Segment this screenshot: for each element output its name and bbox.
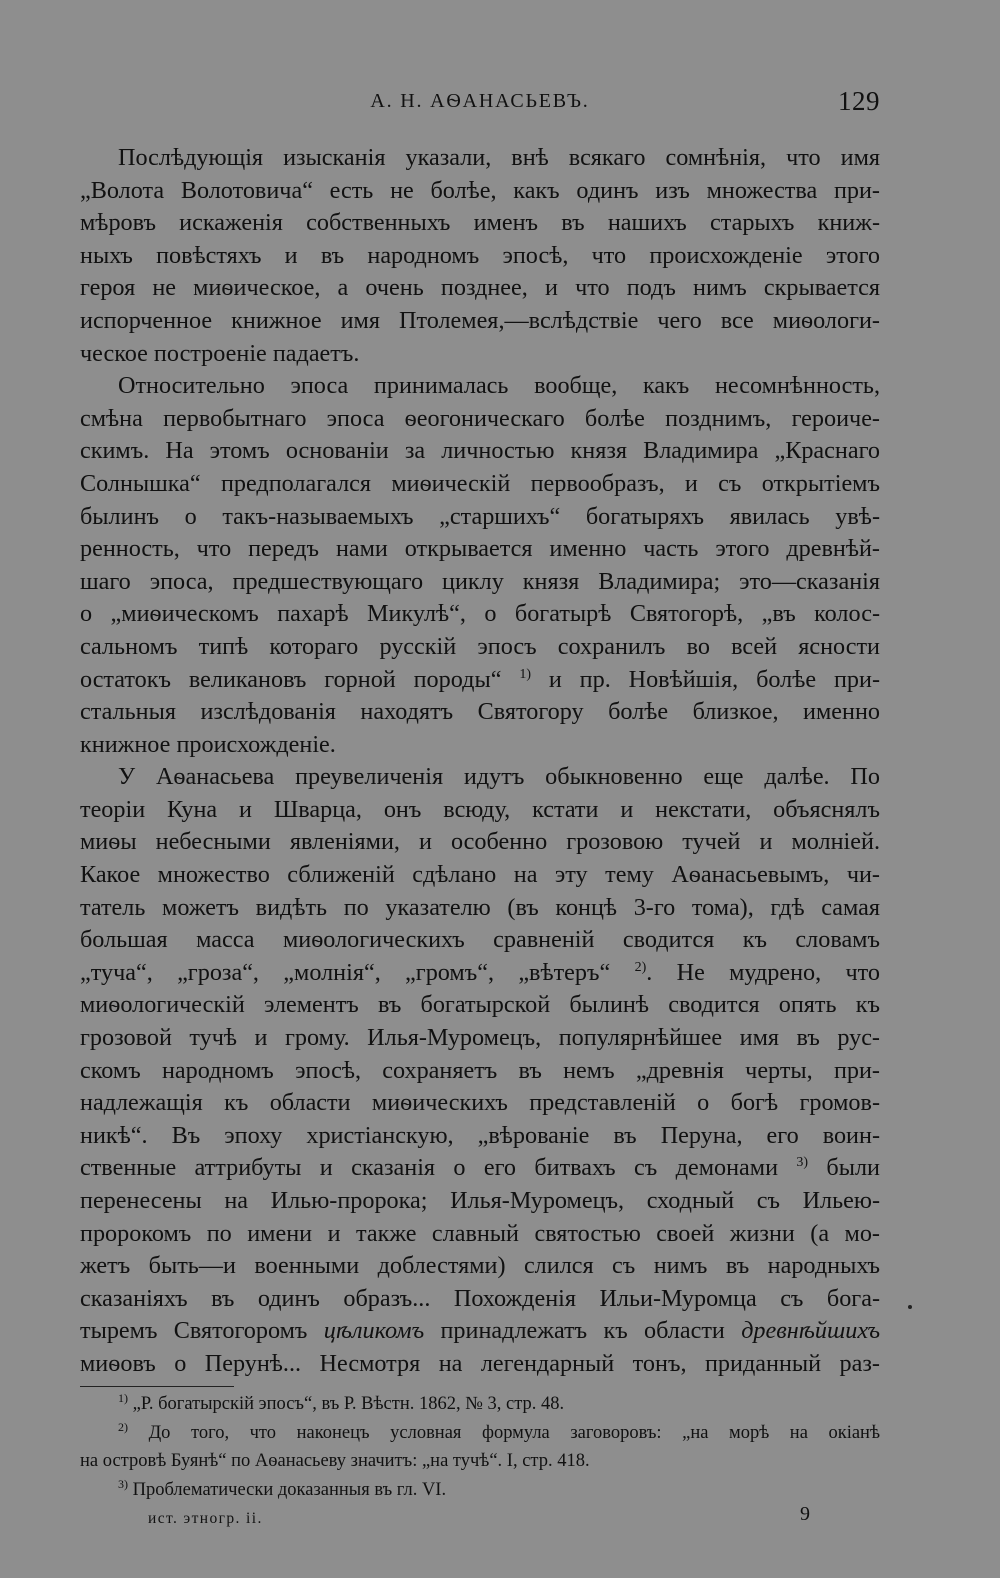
text-line: скомъ народномъ эпосѣ, сохраняетъ въ немъ „древнія черты, при- [80, 1056, 880, 1084]
text-fragment: были [826, 1154, 880, 1182]
text-fragment: принадлежатъ къ области [440, 1317, 725, 1345]
text-fragment: ственные аттрибуты и сказанія о его битвахъ съ демонами [80, 1154, 779, 1182]
text-fragment: тыремъ Святогоромъ [80, 1317, 308, 1345]
body-text [80, 142, 880, 1381]
printer-signature: ист. этногр. ii. [148, 1510, 263, 1527]
italic-emphasis: цѣликомъ [323, 1317, 425, 1345]
page-number: 129 [838, 86, 880, 116]
text-line: У Аѳанасьева преувеличенія идутъ обыкновенно еще далѣе. По [118, 763, 880, 791]
footnote-ref-1[interactable]: 1) [519, 666, 531, 682]
footnote-3 [80, 1476, 880, 1505]
footnote-ref-3[interactable]: 3) [796, 1155, 809, 1171]
running-head: А. Н. АѲАНАСЬЕВЪ. [370, 90, 590, 112]
text-line: миѳы небесными явленіями, и особенно грозовою тучей и молніей. [80, 828, 880, 856]
text-line: испорченное книжное имя Птолемея,—вслѣдствіе чего все миѳологи- [80, 306, 880, 334]
footnote-separator [80, 1386, 234, 1387]
text-fragment: . Не мудрено, что [646, 958, 881, 986]
footnote-mark: 2) [118, 1419, 128, 1434]
text-line: „Волота Волотовича“ есть не болѣе, какъ одинъ изъ множества при- [80, 176, 880, 204]
footnote-mark: 3) [118, 1476, 128, 1491]
text-line: скимъ. На этомъ основаніи за личностью князя Владимира „Краснаго [80, 437, 880, 465]
page-header [80, 88, 880, 122]
text-line: надлежащія къ области миѳическихъ представленій о богѣ громов- [80, 1089, 880, 1117]
text-line: о „миѳическомъ пахарѣ Микулѣ“, о богатырѣ Святогорѣ, „въ колос- [80, 600, 880, 628]
text-line [80, 1152, 880, 1185]
footnote-text: Проблематически доказанныя въ гл. VI. [132, 1479, 447, 1500]
footnote-1 [80, 1390, 880, 1419]
text-line: Послѣдующія изысканія указали, внѣ всякаго сомнѣнія, что имя [118, 144, 880, 171]
text-line [80, 1315, 880, 1348]
text-line: былинъ о такъ-называемыхъ „старшихъ“ богатыряхъ явилась увѣ- [80, 502, 880, 530]
text-line: сказаніяхъ въ одинъ образъ... Похожденія Ильи-Муромца съ бога- [80, 1284, 880, 1312]
text-line: теоріи Куна и Шварца, онъ всюду, кстати и некстати, объяснялъ [80, 795, 880, 823]
text-line: героя не миѳическое, а очень позднее, и что подъ нимъ скрывается [80, 274, 880, 302]
text-line: грозовой тучѣ и грому. Илья-Муромецъ, популярнѣйшее имя въ рус- [80, 1024, 880, 1052]
footnotes [80, 1390, 880, 1504]
text-line: миѳовъ о Перунѣ... Несмотря на легендарный тонъ, приданный раз- [80, 1349, 880, 1377]
text-line: Какое множество сближеній сдѣлано на эту тему Аѳанасьевымъ, чи- [80, 861, 880, 889]
text-line [80, 664, 880, 697]
sheet-number: 9 [800, 1503, 810, 1525]
footnote-2-continued: на островѣ Буянѣ“ по Аѳанасьеву значитъ: „на тучѣ“. I, стр. 418. [80, 1451, 590, 1471]
text-fragment: „туча“, „гроза“, „молнія“, „громъ“, „вѣтеръ“ [80, 958, 611, 986]
ink-speck [908, 1305, 912, 1309]
text-line: ческое построеніе падаетъ. [80, 339, 360, 367]
text-line: шаго эпоса, предшествующаго циклу князя Владимира; это—сказанія [80, 567, 880, 595]
footnote-text: „Р. богатырскій эпосъ“, въ Р. Вѣстн. 1862, № 3, стр. 48. [132, 1394, 565, 1414]
text-line: миѳологическій элементъ въ богатырской былинѣ сводится опять къ [80, 991, 880, 1019]
text-line: татель можетъ видѣть по указателю (въ концѣ 3-го тома), гдѣ самая [80, 893, 880, 921]
text-line: книжное происхожденіе. [80, 730, 336, 758]
text-line: ренность, что передъ нами открывается именно часть этого древнѣй- [80, 535, 880, 563]
text-line: Относительно эпоса принималась вообще, какъ несомнѣнность, [118, 372, 880, 400]
text-fragment: остатокъ великановъ горной породы“ [80, 665, 502, 693]
italic-emphasis: древнѣйшихъ [741, 1317, 881, 1345]
footnote-ref-2[interactable]: 2) [634, 959, 647, 975]
text-line: перенесены на Илью-пророка; Илья-Муромецъ, сходный съ Ильею- [80, 1187, 880, 1214]
text-line: жетъ быть—и военными доблестями) слился съ нимъ въ народныхъ [80, 1252, 880, 1280]
text-line: стальныя изслѣдованія находятъ Святогору болѣе близкое, именно [80, 698, 880, 726]
text-line: ныхъ повѣстяхъ и въ народномъ эпосѣ, что происхожденіе этого [80, 241, 880, 269]
text-line: большая масса миѳологическихъ сравненій сводится къ словамъ [80, 926, 880, 954]
text-line: пророкомъ по имени и также славный святостью своей жизни (а мо- [80, 1219, 880, 1247]
text-fragment: и пр. Новѣйшія, болѣе при- [548, 665, 880, 693]
text-line [80, 957, 880, 990]
footnote-mark: 1) [118, 1390, 128, 1405]
text-line: смѣна первобытнаго эпоса ѳеогоническаго болѣе позднимъ, героиче- [80, 404, 880, 432]
footnote-2 [80, 1419, 880, 1448]
text-line: мѣровъ искаженія собственныхъ именъ въ нашихъ старыхъ книж- [80, 209, 880, 237]
footnote-text: До того, что наконецъ условная формула заговоровъ: „на морѣ на окіанѣ [148, 1422, 880, 1443]
text-line: сальномъ типѣ котораго русскій эпосъ сохранилъ во всей ясности [80, 632, 880, 660]
text-line: никѣ“. Въ эпоху христіанскую, „вѣрованіе въ Перуна, его воин- [80, 1121, 880, 1149]
text-line: Солнышка“ предполагался миѳическій первообразъ, и съ открытіемъ [80, 469, 880, 497]
